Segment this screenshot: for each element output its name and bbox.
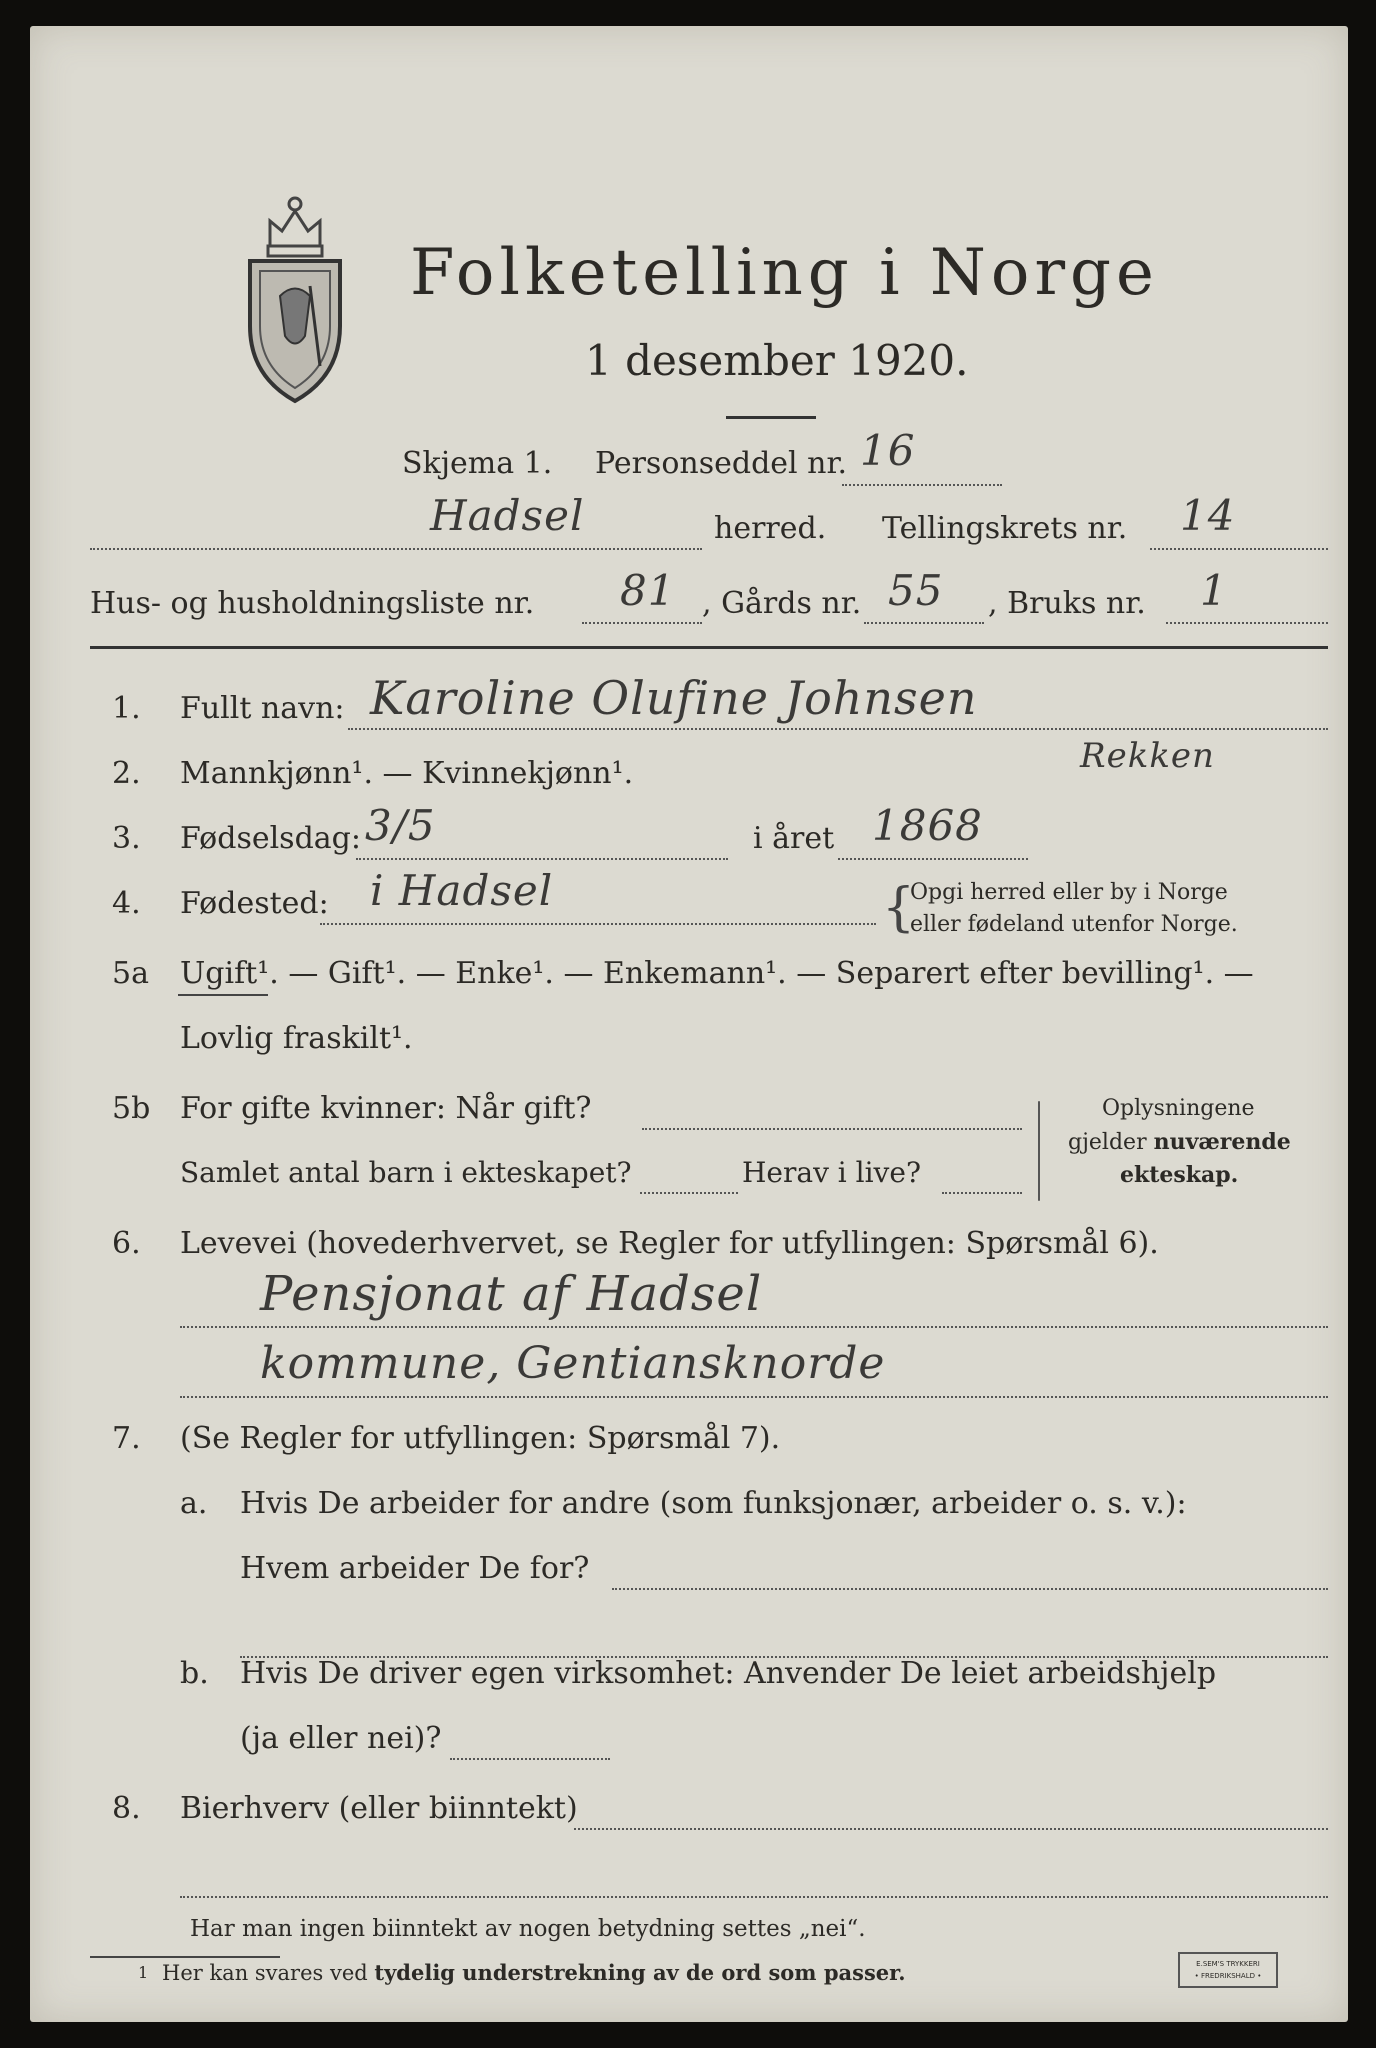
q1-line: [348, 728, 1328, 730]
q5a-underline-ugift: [178, 994, 268, 996]
q5b-note-line2: [1068, 1129, 1291, 1155]
q7-number: 7.: [112, 1421, 141, 1456]
q4-line: [320, 923, 876, 925]
q1-number: 1.: [112, 691, 141, 726]
personseddel-line: [842, 484, 1002, 486]
gards-label: , Gårds nr.: [702, 586, 862, 621]
q8-number: 8.: [112, 1791, 141, 1826]
footnote-separator: [90, 1956, 280, 1958]
title-divider: [726, 416, 816, 419]
q5b-number: 5b: [112, 1091, 151, 1126]
header-separator: [90, 646, 1328, 649]
schema-label: Skjema 1.: [402, 446, 553, 481]
personseddel-value: 16: [860, 426, 916, 475]
printer-stamp: [1178, 1952, 1278, 1988]
footnote-text-plain: Her kan svares ved: [162, 1961, 375, 1985]
q7a-line1: Hvis De arbeider for andre (som funksjonær, arbeider o. s. v.):: [240, 1486, 1187, 1521]
census-date: 1 desember 1920.: [585, 336, 969, 385]
q3-year-line: [838, 858, 1028, 860]
q3-number: 3.: [112, 821, 141, 856]
form-title: Folketelling i Norge: [410, 236, 1159, 310]
q7b-line2: (ja eller nei)?: [240, 1721, 442, 1756]
printer-stamp-line1: E.SEM'S TRYKKERI: [1196, 1960, 1260, 1968]
tellingskrets-line: [1150, 548, 1328, 550]
q7b-answer-line: [450, 1758, 610, 1760]
q3-value: 3/5: [365, 801, 436, 850]
tellingskrets-value: 14: [1180, 491, 1236, 540]
footnote-text: [162, 1960, 906, 1985]
q4-value: i Hadsel: [370, 866, 554, 915]
bruks-line: [1166, 622, 1328, 624]
q7a-answer-line1: [612, 1588, 1328, 1590]
q5b-line1: For gifte kvinner: Når gift?: [180, 1091, 592, 1126]
q5a-options-line1: Ugift¹. — Gift¹. — Enke¹. — Enkemann¹. — Separert efter bevilling¹. —: [180, 956, 1254, 991]
q5b-note-line1: Oplysningene: [1102, 1096, 1255, 1121]
q4-number: 4.: [112, 886, 141, 921]
hus-value: 81: [620, 566, 676, 615]
q5b-note-current: nuværende: [1153, 1129, 1291, 1155]
q1-value: Karoline Olufine Johnsen: [370, 671, 978, 725]
q8-answer-line1: [574, 1828, 1328, 1830]
hus-line: [582, 622, 702, 624]
q4-note-line2: eller fødeland utenfor Norge.: [910, 912, 1238, 937]
q4-note-line1: Opgi herred eller by i Norge: [910, 880, 1228, 905]
q1-label: Fullt navn:: [180, 691, 345, 726]
q7-label: (Se Regler for utfyllingen: Spørsmål 7).: [180, 1421, 781, 1456]
printer-stamp-line2: • FREDRIKSHALD •: [1194, 1972, 1262, 1980]
q6-line2: [180, 1396, 1328, 1398]
coat-of-arms-emblem: [240, 176, 350, 406]
herred-line: [90, 548, 702, 550]
q6-number: 6.: [112, 1226, 141, 1261]
q5b-note-gjelder: gjelder: [1068, 1130, 1154, 1155]
q6-value-line1: Pensjonat af Hadsel: [260, 1266, 763, 1322]
q6-value-line2: kommune, Gentiansknorde: [260, 1338, 886, 1389]
herred-value: Hadsel: [430, 491, 585, 540]
q5b-note-line3: ekteskap.: [1120, 1162, 1239, 1188]
q2-number: 2.: [112, 756, 141, 791]
q3-year-value: 1868: [872, 801, 983, 850]
q5b-married-line: [642, 1128, 1022, 1130]
q3-line: [356, 858, 728, 860]
q3-year-label: i året: [753, 821, 835, 856]
q5b-children-line: [640, 1192, 738, 1194]
footnote-text-bold: tydelig understrekning av de ord som passer.: [374, 1960, 906, 1985]
gards-value: 55: [888, 566, 944, 615]
q5b-brace-left: [1038, 1101, 1040, 1201]
q5b-alive-label: Herav i live?: [742, 1156, 921, 1189]
personseddel-label: Personseddel nr.: [595, 446, 848, 481]
q2-label: Mannkjønn¹. — Kvinnekjønn¹.: [180, 756, 634, 791]
tellingskrets-label: Tellingskrets nr.: [882, 511, 1128, 546]
q5b-children-label: Samlet antal barn i ekteskapet?: [180, 1156, 632, 1189]
q5a-number: 5a: [112, 956, 149, 991]
q8-note: Har man ingen biinntekt av nogen betydning settes „nei“.: [190, 1916, 866, 1942]
q4-brace: {: [882, 878, 916, 938]
q7b-letter: b.: [180, 1656, 209, 1691]
q7a-line2: Hvem arbeider De for?: [240, 1551, 590, 1586]
hus-label: Hus- og husholdningsliste nr.: [90, 586, 535, 621]
q5a-options-line2: Lovlig fraskilt¹.: [180, 1021, 413, 1056]
bruks-value: 1: [1200, 566, 1228, 615]
q8-answer-line2: [180, 1896, 1328, 1898]
herred-label: herred.: [714, 511, 827, 546]
q5b-alive-line: [942, 1192, 1022, 1194]
q6-label: Levevei (hovederhvervet, se Regler for utfyllingen: Spørsmål 6).: [180, 1226, 1159, 1261]
q7b-line1: Hvis De driver egen virksomhet: Anvender De leiet arbeidshjelp: [240, 1656, 1217, 1691]
census-form-sheet: [30, 26, 1348, 2022]
bruks-label: , Bruks nr.: [988, 586, 1146, 621]
q4-label: Fødested:: [180, 886, 329, 921]
q3-label: Fødselsdag:: [180, 821, 361, 856]
q6-line1: [180, 1326, 1328, 1328]
q7a-letter: a.: [180, 1486, 208, 1521]
q8-label: Bierhverv (eller biinntekt): [180, 1791, 578, 1826]
gards-line: [864, 622, 984, 624]
footnote-mark: 1: [138, 1963, 149, 1982]
q1-value-continued: Rekken: [1080, 736, 1215, 776]
